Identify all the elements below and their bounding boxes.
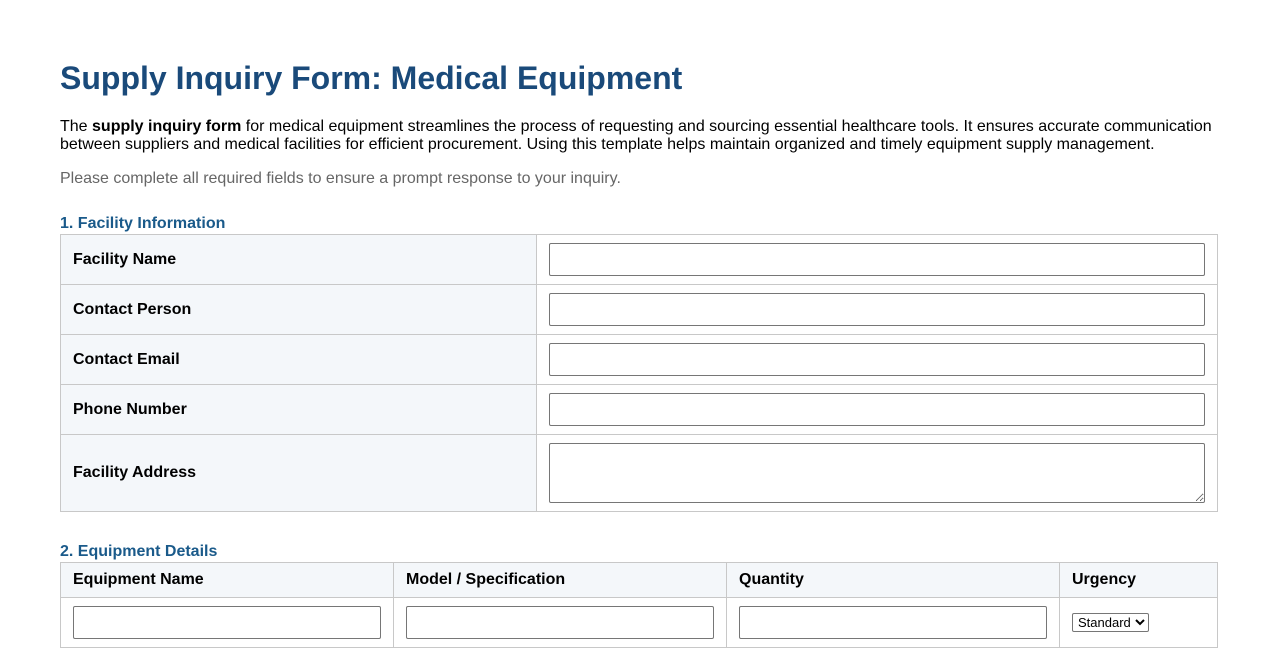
model-specification-cell [394,598,727,648]
table-row [61,598,1218,648]
facility-address-row [61,435,1218,512]
contact-person-label: Contact Person [61,285,537,335]
facility-address-label: Facility Address [61,435,537,512]
equipment-details-table [60,562,1218,648]
intro-bold-term: supply inquiry form [92,118,242,135]
intro-suffix: for medical equipment streamlines the process of requesting and sourcing essential healthcare tools. It ensures accurate communication between suppliers and medical facilities for efficient procurement. Using this template helps maintain organized and timely equipment supply management. [60,118,1212,153]
col-urgency: Urgency [1060,563,1218,598]
contact-person-row [61,285,1218,335]
facility-address-textarea[interactable] [549,443,1205,503]
quantity-cell [727,598,1060,648]
facility-info-table [60,234,1218,512]
intro-prefix: The [60,118,93,135]
equipment-name-cell [61,598,394,648]
phone-number-label: Phone Number [61,385,537,435]
col-model-specification: Model / Specification [394,563,727,598]
instruction-note: Please complete all required fields to ensure a prompt response to your inquiry. [60,170,621,187]
col-equipment-name: Equipment Name [61,563,394,598]
intro-paragraph [60,118,1218,154]
contact-email-row [61,335,1218,385]
facility-section-title: 1. Facility Information [60,215,226,232]
contact-email-cell [537,335,1218,385]
equipment-name-input[interactable] [73,606,381,639]
facility-name-cell [537,235,1218,285]
contact-email-input[interactable] [549,343,1205,376]
urgency-cell [1060,598,1218,648]
page-title: Supply Inquiry Form: Medical Equipment [60,60,683,96]
phone-number-input[interactable] [549,393,1205,426]
contact-person-input[interactable] [549,293,1205,326]
col-quantity: Quantity [727,563,1060,598]
urgency-select[interactable] [1072,613,1149,632]
facility-name-label: Facility Name [61,235,537,285]
equipment-section-title: 2. Equipment Details [60,543,218,560]
contact-email-label: Contact Email [61,335,537,385]
facility-name-input[interactable] [549,243,1205,276]
phone-number-cell [537,385,1218,435]
quantity-input[interactable] [739,606,1047,639]
facility-address-cell [537,435,1218,512]
phone-number-row [61,385,1218,435]
contact-person-cell [537,285,1218,335]
model-specification-input[interactable] [406,606,714,639]
facility-name-row [61,235,1218,285]
equipment-header-row [61,563,1218,598]
